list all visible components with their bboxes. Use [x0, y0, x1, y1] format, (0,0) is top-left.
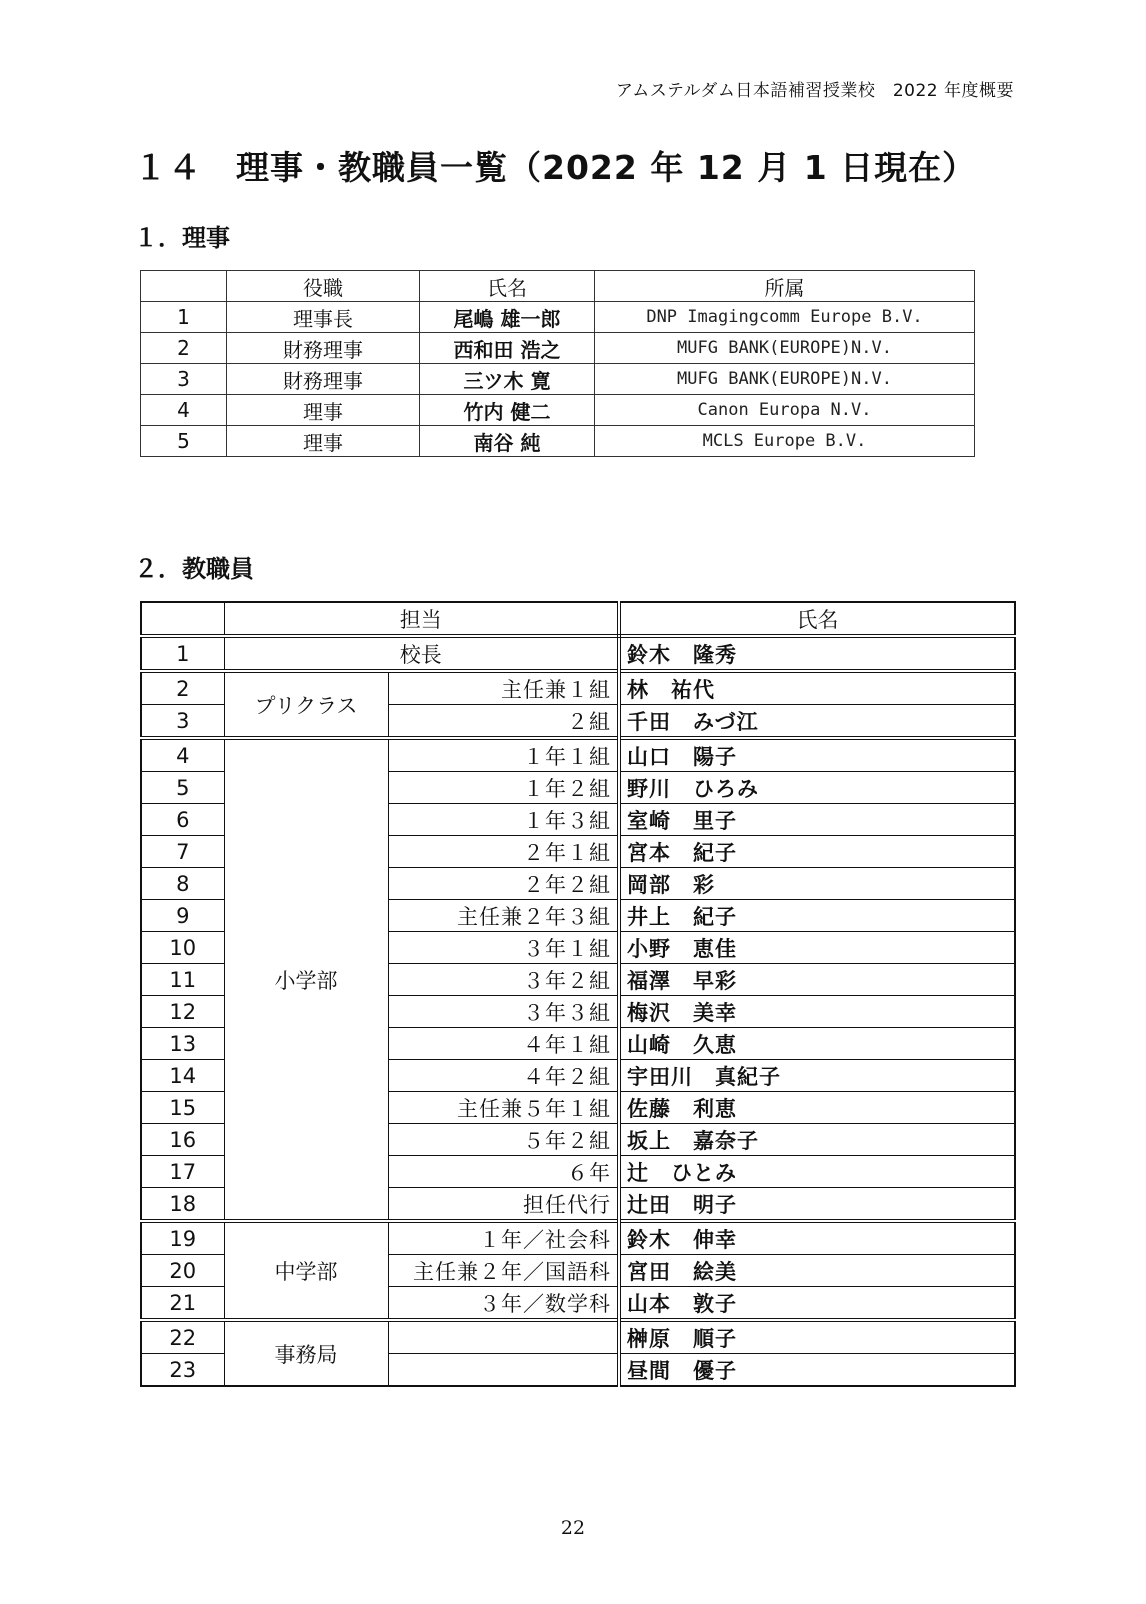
table-row [141, 364, 975, 395]
assignment-cell: ２年１組 [388, 836, 619, 868]
assignment-cell: 担任代行 [388, 1188, 619, 1222]
staff-name: 岡部 彩 [619, 868, 1015, 900]
assignment-cell: １年２組 [388, 772, 619, 804]
column-header-name: 氏名 [619, 602, 1015, 636]
affiliation-cell: MUFG BANK(EUROPE)N.V. [595, 333, 975, 364]
name-cell: 南谷 純 [420, 426, 595, 457]
row-number: 4 [141, 738, 224, 772]
row-number: 3 [141, 364, 227, 395]
row-number: 3 [141, 705, 224, 739]
assignment-cell: ４年１組 [388, 1028, 619, 1060]
staff-name: 山本 敦子 [619, 1287, 1015, 1321]
group-label-elementary: 小学部 [224, 738, 388, 1221]
staff-name: 千田 みづ江 [619, 705, 1015, 739]
staff-name: 宇田川 真紀子 [619, 1060, 1015, 1092]
staff-name: 室崎 里子 [619, 804, 1015, 836]
assignment-cell: ３年１組 [388, 932, 619, 964]
assignment-cell: ２組 [388, 705, 619, 739]
group-label-junior-high: 中学部 [224, 1221, 388, 1320]
row-number: 19 [141, 1221, 224, 1255]
column-header-no [141, 602, 224, 636]
row-number: 2 [141, 333, 227, 364]
assignment-cell [388, 1320, 619, 1354]
section-title-board: １．理事 [134, 224, 230, 252]
staff-name: 山口 陽子 [619, 738, 1015, 772]
assignment-cell [388, 1354, 619, 1387]
table-row [141, 671, 1015, 705]
row-number: 4 [141, 395, 227, 426]
row-number: 17 [141, 1156, 224, 1188]
row-number: 10 [141, 932, 224, 964]
row-number: 6 [141, 804, 224, 836]
staff-name: 鈴木 隆秀 [619, 636, 1015, 671]
role-cell: 理事 [227, 395, 420, 426]
staff-name: 山崎 久恵 [619, 1028, 1015, 1060]
table-row [141, 636, 1015, 671]
section-title-staff: ２．教職員 [134, 555, 254, 583]
staff-name: 坂上 嘉奈子 [619, 1124, 1015, 1156]
column-header-assignment: 担当 [224, 602, 619, 636]
staff-name: 林 祐代 [619, 671, 1015, 705]
role-cell: 財務理事 [227, 364, 420, 395]
assignment-cell: ５年２組 [388, 1124, 619, 1156]
page-title: １４ 理事・教職員一覧（2022 年 12 月 1 日現在） [134, 148, 977, 187]
name-cell: 竹内 健二 [420, 395, 595, 426]
assignment-cell: １年１組 [388, 738, 619, 772]
staff-name: 福澤 早彩 [619, 964, 1015, 996]
column-header-role: 役職 [227, 271, 420, 302]
table-row [141, 395, 975, 426]
affiliation-cell: Canon Europa N.V. [595, 395, 975, 426]
staff-name: 宮本 紀子 [619, 836, 1015, 868]
affiliation-cell: DNP Imagingcomm Europe B.V. [595, 302, 975, 333]
staff-name: 榊原 順子 [619, 1320, 1015, 1354]
page-number: 22 [560, 1517, 586, 1539]
name-cell: 三ツ木 寛 [420, 364, 595, 395]
assignment-cell: ３年３組 [388, 996, 619, 1028]
document-header: アムステルダム日本語補習授業校 2022 年度概要 [615, 81, 1014, 101]
row-number: 14 [141, 1060, 224, 1092]
staff-name: 野川 ひろみ [619, 772, 1015, 804]
column-header-name: 氏名 [420, 271, 595, 302]
table-row [141, 1320, 1015, 1354]
name-cell: 尾嶋 雄一郎 [420, 302, 595, 333]
table-row [141, 738, 1015, 772]
row-number: 18 [141, 1188, 224, 1222]
group-label-office: 事務局 [224, 1320, 388, 1386]
role-cell: 理事長 [227, 302, 420, 333]
assignment-cell: 主任兼１組 [388, 671, 619, 705]
staff-name: 昼間 優子 [619, 1354, 1015, 1387]
name-cell: 西和田 浩之 [420, 333, 595, 364]
staff-name: 鈴木 伸幸 [619, 1221, 1015, 1255]
role-cell: 理事 [227, 426, 420, 457]
table-header-row [141, 602, 1015, 636]
row-number: 21 [141, 1287, 224, 1321]
board-members-table [140, 270, 975, 457]
staff-table [140, 601, 1016, 1387]
assignment-cell: １年３組 [388, 804, 619, 836]
affiliation-cell: MCLS Europe B.V. [595, 426, 975, 457]
column-header-no [141, 271, 227, 302]
assignment-cell: ６年 [388, 1156, 619, 1188]
row-number: 1 [141, 302, 227, 333]
assignment-cell: １年／社会科 [388, 1221, 619, 1255]
row-number: 12 [141, 996, 224, 1028]
assignment-cell: 主任兼５年１組 [388, 1092, 619, 1124]
staff-name: 辻 ひとみ [619, 1156, 1015, 1188]
staff-name: 井上 紀子 [619, 900, 1015, 932]
row-number: 9 [141, 900, 224, 932]
table-row [141, 333, 975, 364]
row-number: 5 [141, 772, 224, 804]
row-number: 11 [141, 964, 224, 996]
column-header-affiliation: 所属 [595, 271, 975, 302]
role-cell: 財務理事 [227, 333, 420, 364]
row-number: 15 [141, 1092, 224, 1124]
assignment-cell: ２年２組 [388, 868, 619, 900]
staff-name: 宮田 絵美 [619, 1255, 1015, 1287]
row-number: 22 [141, 1320, 224, 1354]
affiliation-cell: MUFG BANK(EUROPE)N.V. [595, 364, 975, 395]
row-number: 20 [141, 1255, 224, 1287]
row-number: 2 [141, 671, 224, 705]
row-number: 23 [141, 1354, 224, 1387]
group-label-preclass: プリクラス [224, 671, 388, 738]
assignment-cell: ３年／数学科 [388, 1287, 619, 1321]
group-label-principal: 校長 [224, 636, 619, 671]
row-number: 7 [141, 836, 224, 868]
assignment-cell: 主任兼２年／国語科 [388, 1255, 619, 1287]
staff-name: 梅沢 美幸 [619, 996, 1015, 1028]
row-number: 16 [141, 1124, 224, 1156]
row-number: 8 [141, 868, 224, 900]
row-number: 1 [141, 636, 224, 671]
staff-name: 佐藤 利恵 [619, 1092, 1015, 1124]
assignment-cell: ３年２組 [388, 964, 619, 996]
assignment-cell: 主任兼２年３組 [388, 900, 619, 932]
staff-name: 小野 恵佳 [619, 932, 1015, 964]
table-row [141, 1221, 1015, 1255]
table-row [141, 426, 975, 457]
row-number: 5 [141, 426, 227, 457]
row-number: 13 [141, 1028, 224, 1060]
table-row [141, 302, 975, 333]
assignment-cell: ４年２組 [388, 1060, 619, 1092]
table-header-row [141, 271, 975, 302]
staff-name: 辻田 明子 [619, 1188, 1015, 1222]
